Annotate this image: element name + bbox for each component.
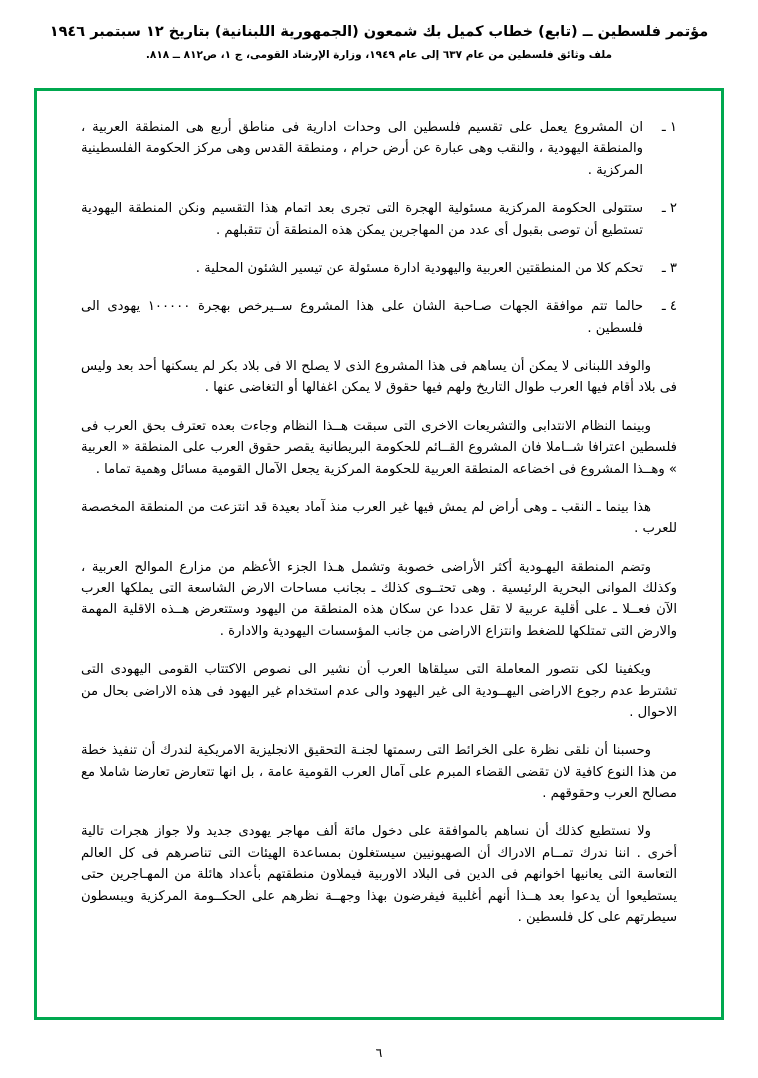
numbered-item-marker: ١ ـ — [661, 120, 677, 135]
numbered-item-text: ستتولى الحكومة المركزية مسئولية الهجرة التى تجرى بعد اتمام هذا التقسيم ونكن المنطقة اليهودية تستطيع أن توصى بقبول أى عدد من المهاجرين يمكن هذه المنطقة أن تتقبلهم . — [81, 201, 643, 238]
numbered-item-text: ان المشروع يعمل على تقسيم فلسطين الى وحدات ادارية فى مناطق أربع هى المنطقة العربية ، والمنطقة اليهودية ، والنقب وهى عبارة عن أرض حرام ، ومنطقة القدس وهى مركز الحكومة الفلسطينية المركزية . — [81, 120, 643, 178]
paragraph: ويكفينا لكى نتصور المعاملة التى سيلقاها العرب أن نشير الى نصوص الاكتتاب القومى اليهودى التى تشترط عدم رجوع الاراضى اليهــودية الى غير اليهود والى عدم استخدام غير اليهود فى هذه الاراضى بحال من الاحوال . — [81, 662, 677, 720]
paragraph: والوفد اللبنانى لا يمكن أن يساهم فى هذا المشروع الذى لا يصلح الا فى بلاد بكر لم يسكنها أحد بعد وليس فى بلاد أقام فيها العرب طوال التاريخ ولهم فيها حقوق لا يمكن اغفالها أو التغاضى عنها . — [81, 359, 677, 396]
content-frame — [34, 88, 724, 1020]
content-body — [37, 91, 721, 955]
paragraph: ولا نستطيع كذلك أن نساهم بالموافقة على دخول مائة ألف مهاجر يهودى جديد ولا جواز هجرات تالية أخرى . اننا ندرك تمــام الادراك أن الصهيونيين سيستغلون بمساعدة الهيئات التى تناصرهم فى كل العالم التعاسة التى يعانيها اخوانهم فى الدين فى البلاد الاوربية فيملاون منطقتهم بأعداد هائلة من المهـاجرين حتى يستطيعوا أن يدعوا بعد هــذا أنهم أغلبية فيفرضون بهذا وجهــة نظرهم على الحكــومة المركزية ويبسطون سيطرتهم على كل فلسطين . — [81, 824, 677, 925]
numbered-item-marker: ٤ ـ — [661, 299, 677, 315]
numbered-item-marker: ٢ ـ — [661, 201, 677, 217]
numbered-item-text: حالما تتم موافقة الجهات صـاحبة الشان على هذا المشروع ســيرخص بهجرة ١٠٠٠٠٠ يهودى الى فلسطين . — [81, 299, 643, 336]
paragraph: هذا بينما ـ النقب ـ وهى أراض لم يمش فيها غير العرب منذ آماد بعيدة قد انتزعت من المنطقة المخصصة للعرب . — [81, 499, 677, 537]
source-note: ملف وثائق فلسطين من عام ٦٣٧ إلى عام ١٩٤٩، وزارة الإرشاد القومى، ج ١، ص٨١٢ ــ ٨١٨. — [145, 49, 613, 62]
paragraph: وبينما النظام الانتدابى والتشريعات الاخرى التى سبقت هــذا النظام وجاءت بعده تعترف بحق العرب فى فلسطين اعترافا شــاملا فان المشروع القــائم للحكومة البريطانية يقصر حقوق العرب على المنطقة « العربية » وهــذا المشروع فى اخضاعه المنطقة العربية للحكومة المركزية يجعل الآمال القومية مسائل وهمية تماما . — [81, 418, 677, 477]
numbered-item — [81, 117, 677, 181]
page-header — [0, 0, 758, 61]
numbered-item — [81, 198, 677, 241]
paragraph: وتضم المنطقة اليهـودية أكثر الأراضى خصوبة وتشمل هـذا الجزء الأعظم من مزارع الموالح العربية ، وكذلك الموانى البحرية الرئيسية . وهى تحتــوى كذلك ـ بجانب مساحات الارض الشاسعة التى يملكها العرب الآن فعــلا ـ على أقلية عربية لا تقل عددا عن سكان هذه المنطقة من اليهود وستتعرض هــذه الاقلية المهمة والارض التى تمتلكها للضغط وانتزاع الاراضى من جانب المؤسسات اليهودية والادارة . — [81, 559, 677, 639]
page-title: مؤتمر فلسطين ــ (تابع) خطاب كميل بك شمعون (الجمهورية اللبنانية) بتاريخ ١٢ سبتمبر ١٩٤٦ — [49, 24, 709, 40]
numbered-item-marker: ٣ ـ — [661, 260, 677, 276]
numbered-item-text: تحكم كلا من المنطقتين العربية واليهودية ادارة مسئولة عن تيسير الشئون المحلية . — [195, 260, 643, 276]
numbered-item — [81, 258, 677, 279]
numbered-item — [81, 296, 677, 339]
paragraph: وحسبنا أن نلقى نظرة على الخرائط التى رسمتها لجنـة التحقيق الانجليزية الامريكية لندرك أن تنفيذ خطة من هذا النوع كافية لان تقضى القضاء المبرم على آمال العرب القومية عامة ، بل انها تتعارض تعارضا شاملا مع مصالح العرب وحقوقهم . — [81, 743, 677, 801]
page-number: ٦ — [375, 1045, 383, 1060]
